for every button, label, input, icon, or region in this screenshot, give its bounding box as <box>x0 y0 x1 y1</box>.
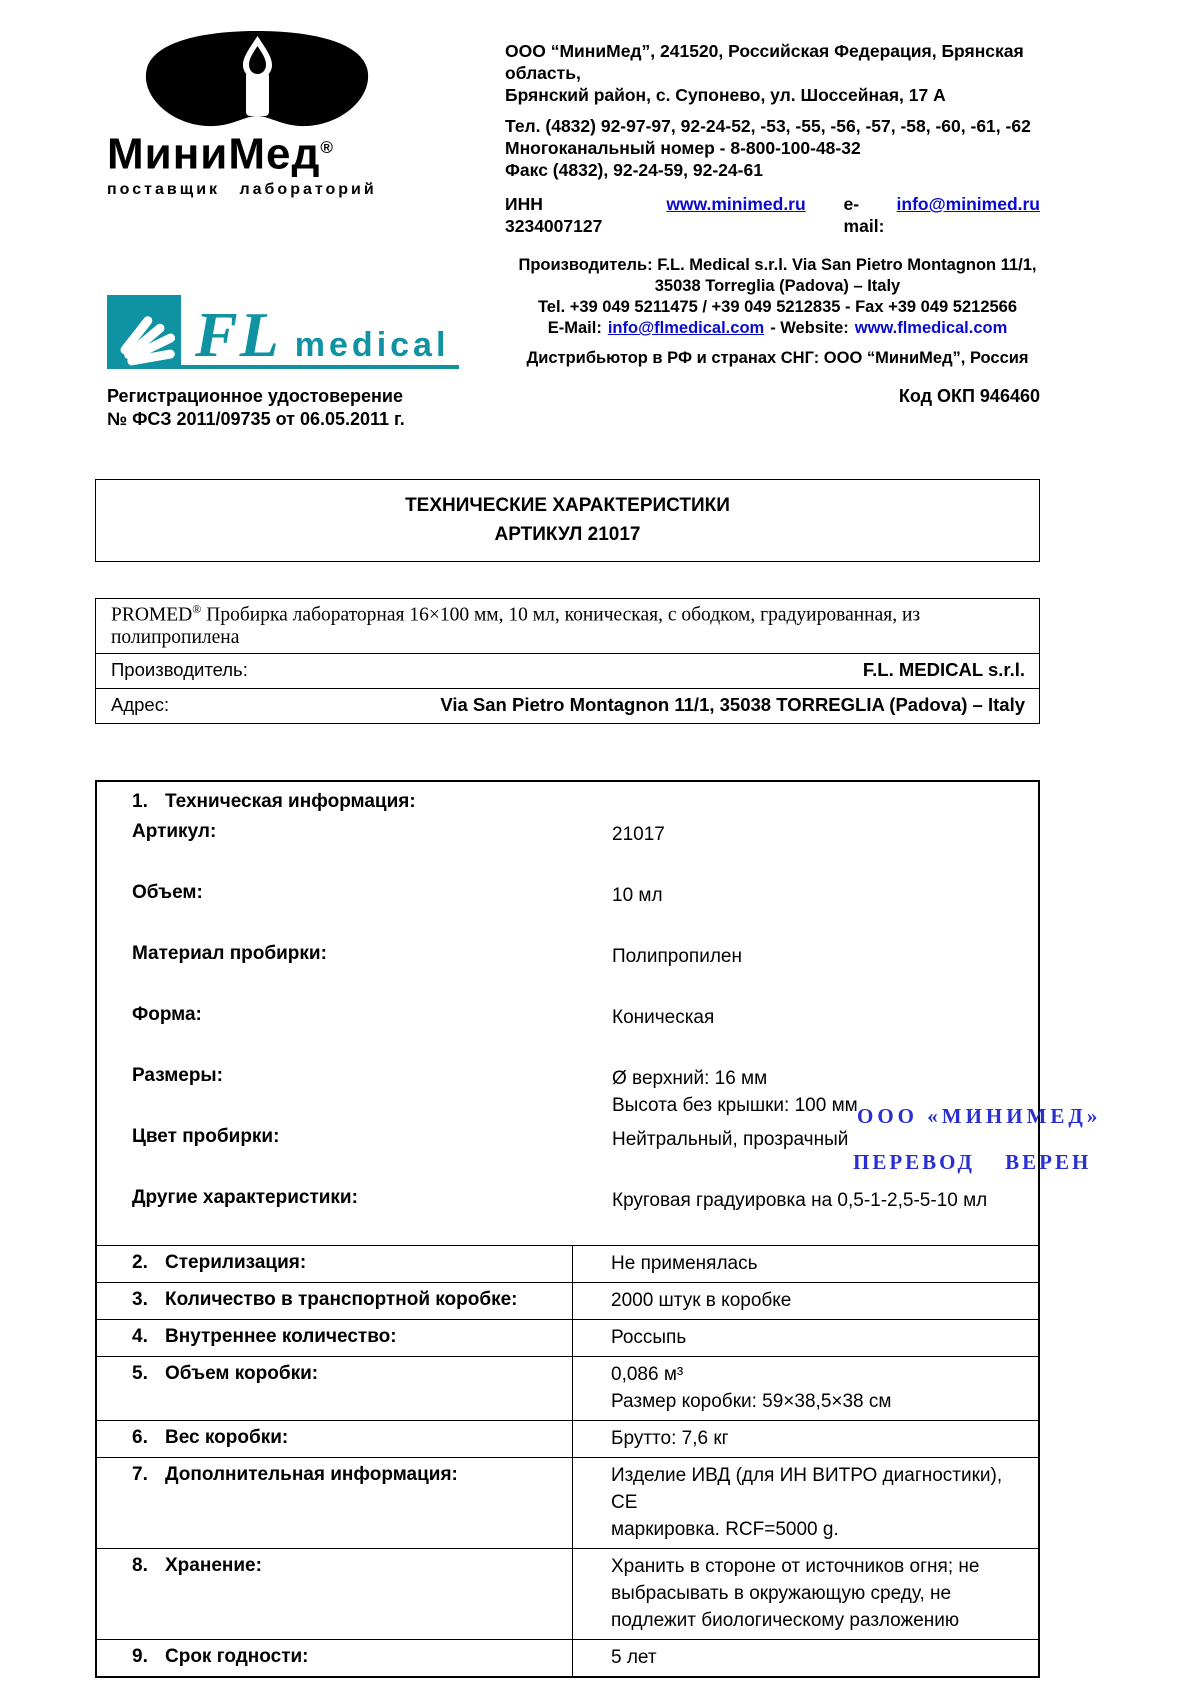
minimed-multichannel: Многоканальный номер - 8-800-100-48-32 <box>505 138 861 158</box>
minimed-website-link[interactable]: www.minimed.ru <box>666 194 806 214</box>
spec-row-transport-qty: 3. Количество в транспортной коробке: 2000 штук в коробке <box>97 1282 1038 1319</box>
fl-website-link[interactable]: www.flmedical.com <box>854 319 1008 337</box>
spec-row-box-volume: 5. Объем коробки: 0,086 м³ Размер коробки: 59×38,5×38 см <box>97 1356 1038 1420</box>
spec-row-inner-qty: 4. Внутреннее количество: Россыпь <box>97 1319 1038 1356</box>
address-value: Via San Pietro Montagnon 11/1, 35038 TORREGLIA (Padova) – Italy <box>440 694 1025 715</box>
doc-title-line2: АРТИКУЛ 21017 <box>494 524 641 545</box>
product-description-row <box>96 599 1039 653</box>
minimed-contact-block <box>445 28 1040 237</box>
minimed-address-line1: ООО “МиниМед”, 241520, Российская Федерация, Брянская область, <box>505 41 1024 83</box>
minimed-email-link[interactable]: info@minimed.ru <box>896 194 1040 214</box>
flmedical-logo-mark <box>107 295 181 369</box>
fl-email-label: E-Mail: <box>547 319 602 337</box>
spec-table <box>95 780 1102 1678</box>
producer-value: F.L. MEDICAL s.r.l. <box>862 659 1025 680</box>
minimed-tagline: поставщик лабораторий <box>107 180 377 198</box>
spec-row-box-weight: 6. Вес коробки: Брутто: 7,6 кг <box>97 1420 1038 1457</box>
minimed-stamp: ООО «МИНИМЕД» <box>857 1103 1102 1128</box>
fl-letters: FL <box>195 299 281 370</box>
row-number: 1. <box>132 790 148 812</box>
spec-item-dimensions: Размеры: Ø верхний: 16 мм Высота без крышки: 100 мм <box>132 1065 858 1116</box>
minimed-logo-text: МиниМед® <box>107 129 334 179</box>
spec-item-other: Другие характеристики: Круговая градуировка на 0,5-1-2,5-5-10 мл <box>132 1187 988 1211</box>
spec-item-material: Материал пробирки: Полипропилен <box>132 943 742 967</box>
flmedical-contact-block <box>515 253 1040 369</box>
registered-mark: ® <box>320 138 334 157</box>
minimed-fax: Факс (4832), 92-24-59, 92-24-61 <box>505 160 763 180</box>
product-brand: PROMED <box>111 604 193 626</box>
brand-registered-mark: ® <box>192 602 202 616</box>
flmedical-header <box>95 253 1040 369</box>
spec-item-color: Цвет пробирки: Нейтральный, прозрачный <box>132 1126 849 1150</box>
spec-row-additional-info: 7. Дополнительная информация: Изделие ИВД (для ИН ВИТРО диагностики), СЕ маркировка. RCF=5000 g. <box>97 1457 1038 1548</box>
flmedical-logo-text <box>181 299 459 370</box>
title-box <box>95 479 1040 562</box>
spec-row-shelf-life: 9. Срок годности: 5 лет <box>97 1639 1038 1676</box>
fl-phone-fax: Tel. +39 049 5211475 / +39 049 5212835 - Fax +39 049 5212566 <box>537 298 1018 316</box>
okp-code: Код ОКП 946460 <box>898 386 1040 406</box>
fl-website-label: - Website: <box>770 319 849 337</box>
product-table <box>95 598 1040 724</box>
translation-verified-stamp: ПЕРЕВОД ВЕРЕН <box>853 1149 1092 1174</box>
minimed-email-label: e-mail: <box>843 194 885 236</box>
minimed-logo-mark <box>135 28 380 132</box>
registration-row <box>95 385 1040 431</box>
address-label: Адрес: <box>111 694 170 715</box>
producer-label: Производитель: <box>111 659 248 680</box>
spec-row-storage: 8. Хранение: Хранить в стороне от источников огня; не выбрасывать в окружающую среду, не подлежит биологическому разложению <box>97 1548 1038 1639</box>
spec-row-sterilization: 2. Стерилизация: Не применялась <box>97 1245 1038 1282</box>
fl-producer-line1: Производитель: F.L. Medical s.r.l. Via San Pietro Montagnon 11/1, <box>518 256 1037 274</box>
spec-section1-title <box>97 782 1038 818</box>
registration-line1: Регистрационное удостоверение <box>107 386 403 406</box>
fl-distributor: Дистрибьютор в РФ и странах СНГ: ООО “МиниМед”, Россия <box>526 349 1029 367</box>
minimed-logo <box>95 28 445 237</box>
spec-item-shape: Форма: Коническая <box>132 1004 715 1028</box>
minimed-address-line2: Брянский район, с. Супонево, ул. Шоссейная, 17 А <box>505 85 946 105</box>
flmedical-logo <box>95 253 515 369</box>
minimed-phone: Тел. (4832) 92-97-97, 92-24-52, -53, -55, -56, -57, -58, -60, -61, -62 <box>505 116 1031 136</box>
producer-row <box>96 653 1039 688</box>
fl-producer-line2: 35038 Torreglia (Padova) – Italy <box>654 277 901 295</box>
fl-email-link[interactable]: info@flmedical.com <box>607 319 765 337</box>
registration-line2: № ФСЗ 2011/09735 от 06.05.2011 г. <box>107 409 405 429</box>
product-description: Пробирка лабораторная 16×100 мм, 10 мл, коническая, с ободком, градуированная, из полипропилена <box>111 604 921 648</box>
fl-medical-word: medical <box>294 326 450 364</box>
minimed-inn: ИНН 3234007127 <box>505 194 603 236</box>
doc-title-line1: ТЕХНИЧЕСКИЕ ХАРАКТЕРИСТИКИ <box>405 495 730 516</box>
section1-title-text: Техническая информация: <box>165 790 416 812</box>
minimed-header <box>95 28 1040 237</box>
address-row <box>96 688 1039 723</box>
spec-item-artikul: Артикул: 21017 <box>132 821 665 845</box>
spec-item-volume: Объем: 10 мл <box>132 882 663 906</box>
